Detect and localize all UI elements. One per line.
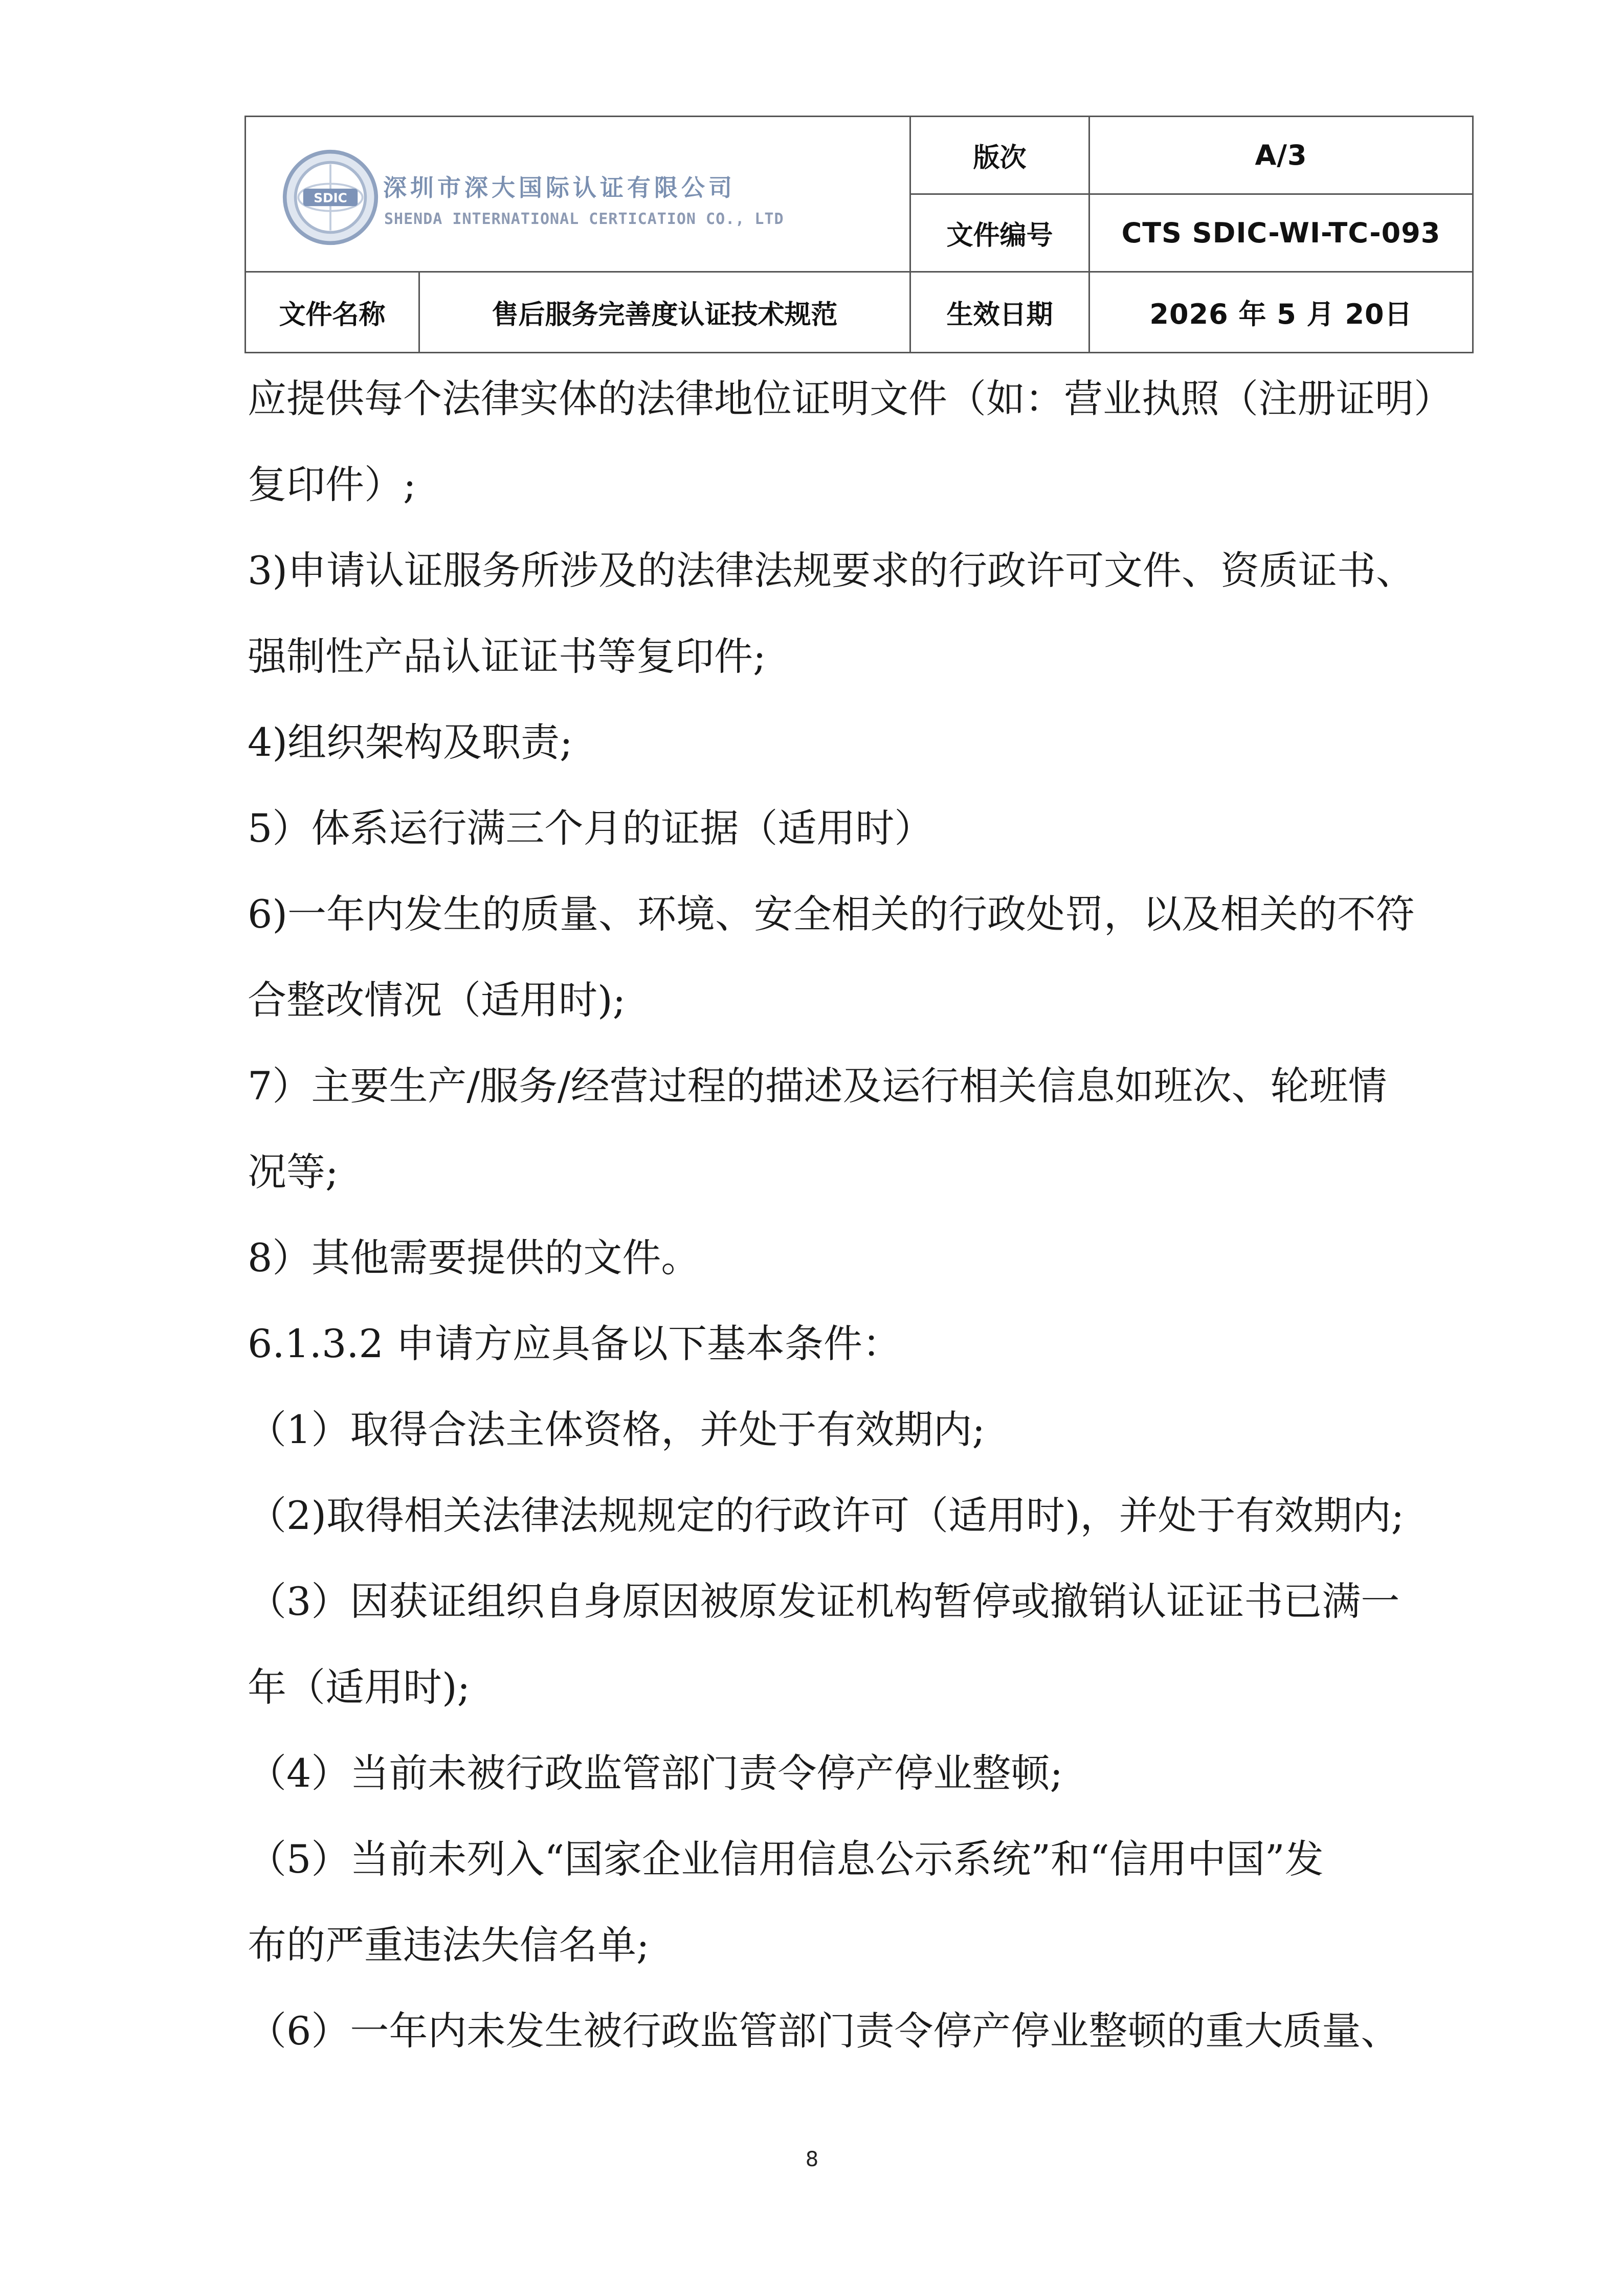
- page-number: 8: [805, 2148, 819, 2171]
- effective-date-label: 生效日期: [910, 272, 1089, 353]
- body-line: （5）当前未列入“国家企业信用信息公示系统”和“信用中国”发: [248, 1836, 1324, 1882]
- body-line: 8）其他需要提供的文件。: [248, 1235, 700, 1280]
- body-line: 布的严重违法失信名单;: [248, 1922, 650, 1968]
- company-logo: [282, 139, 793, 272]
- body-line: （2)取得相关法律法规规定的行政许可（适用时)，并处于有效期内;: [248, 1493, 1405, 1538]
- body-line: 强制性产品认证证书等复印件;: [248, 634, 766, 679]
- company-name-en: SHENDA INTERNATIONAL CERTICATION CO., LTD: [384, 210, 784, 228]
- emblem-text: SDIC: [314, 190, 347, 206]
- company-emblem-icon: [282, 149, 379, 246]
- body-line: 7）主要生产/服务/经营过程的描述及运行相关信息如班次、轮班情: [248, 1063, 1387, 1109]
- version-value: A/3: [1089, 117, 1473, 194]
- body-line: 况等;: [248, 1149, 339, 1195]
- company-name-cn: 深圳市深大国际认证有限公司: [383, 174, 736, 201]
- doc-name-label: 文件名称: [246, 272, 419, 353]
- document-header-table: [244, 116, 1474, 353]
- body-line: 复印件）;: [248, 462, 416, 507]
- body-line: （1）取得合法主体资格，并处于有效期内;: [248, 1407, 985, 1452]
- doc-number-label: 文件编号: [910, 194, 1089, 272]
- effective-date-value: 2026 年 5 月 20日: [1089, 272, 1473, 353]
- body-line: （3）因获证组织自身原因被原发证机构暂停或撤销认证证书已满一: [248, 1579, 1400, 1624]
- body-line: 合整改情况（适用时);: [248, 977, 626, 1023]
- version-label: 版次: [910, 117, 1089, 194]
- doc-number-value: CTS SDIC-WI-TC-093: [1089, 194, 1473, 272]
- body-line: （4）当前未被行政监管部门责令停产停业整顿;: [248, 1750, 1063, 1796]
- body-line: （6）一年内未发生被行政监管部门责令停产停业整顿的重大质量、: [248, 2008, 1400, 2054]
- body-line: 4)组织架构及职责;: [248, 719, 573, 765]
- body-line: 应提供每个法律实体的法律地位证明文件（如：营业执照（注册证明）: [248, 376, 1453, 421]
- body-line: 6.1.3.2 申请方应具备以下基本条件：: [248, 1321, 902, 1366]
- body-line: 年（适用时);: [248, 1664, 471, 1710]
- body-line: 3)申请认证服务所涉及的法律法规要求的行政许可文件、资质证书、: [248, 548, 1415, 593]
- company-logo-cell: [246, 117, 910, 272]
- body-line: 5）体系运行满三个月的证据（适用时）: [248, 805, 933, 851]
- doc-name-value: 售后服务完善度认证技术规范: [419, 272, 910, 353]
- body-line: 6)一年内发生的质量、环境、安全相关的行政处罚，以及相关的不符: [248, 891, 1415, 937]
